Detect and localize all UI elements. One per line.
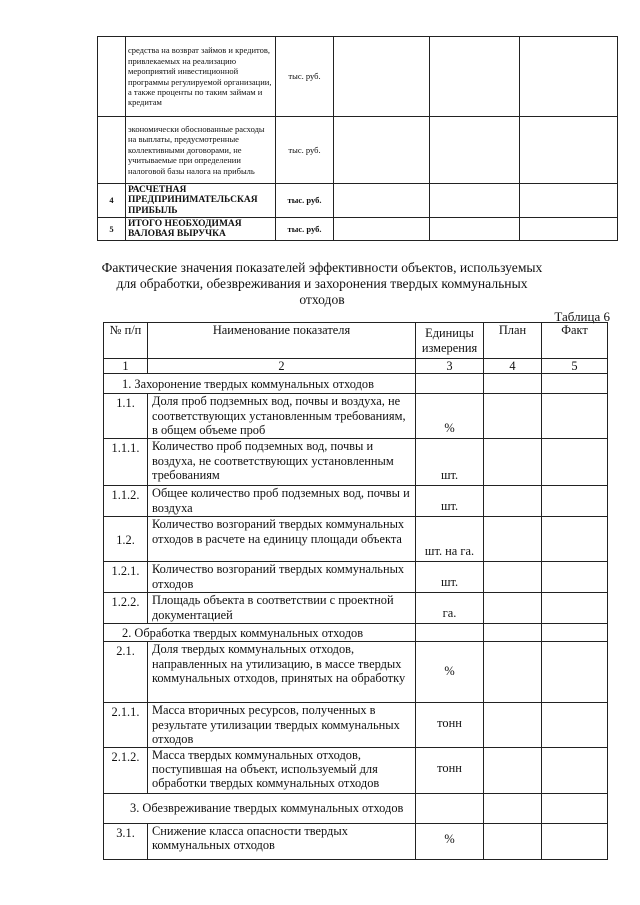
- empty-cell: [484, 793, 542, 823]
- row-unit: га.: [416, 593, 484, 624]
- row-name: Количество возгораний твердых коммунальных отходов: [148, 562, 416, 593]
- row-name: Снижение класса опасности твердых коммунальных отходов: [148, 823, 416, 859]
- col-number: 1: [104, 359, 148, 374]
- header-name: Наименование показателя: [148, 323, 416, 359]
- section-row: [104, 793, 608, 823]
- plan-cell: [484, 593, 542, 624]
- indicators-table: [103, 322, 608, 860]
- fact-cell: [542, 517, 608, 562]
- table-row: [104, 747, 608, 793]
- section-row: [104, 374, 608, 394]
- header-unit: Единицы измерения: [416, 323, 484, 359]
- table-row: [104, 703, 608, 747]
- table-row: [104, 593, 608, 624]
- empty-cell: [484, 624, 542, 642]
- plan-cell: [484, 394, 542, 439]
- section-heading: Фактические значения показателей эффективности объектов, используемых для обработки, обезвреживания и захоронения твердых коммунальных отходов: [101, 260, 543, 307]
- fact-cell: [542, 394, 608, 439]
- section-title: 1. Захоронение твердых коммунальных отходов: [104, 374, 416, 394]
- row-number: [98, 117, 126, 184]
- col-number: 3: [416, 359, 484, 374]
- plan-cell: [484, 642, 542, 703]
- row-number: 1.2.: [104, 517, 148, 562]
- header-row: [104, 323, 608, 359]
- row-unit: шт.: [416, 439, 484, 486]
- row-unit: %: [416, 823, 484, 859]
- row-number: 4: [98, 184, 126, 218]
- header-plan: План: [484, 323, 542, 359]
- plan-cell: [484, 562, 542, 593]
- row-name: Количество проб подземных вод, почвы и воздуха, не соответствующих установленным требованиям: [148, 439, 416, 486]
- row-name: Масса твердых коммунальных отходов, поступившая на объект, используемый для обработки твердых коммунальных отходов: [148, 747, 416, 793]
- row-unit: тонн: [416, 703, 484, 747]
- table-row: [104, 642, 608, 703]
- row-unit: %: [416, 642, 484, 703]
- table-row: [98, 184, 618, 218]
- section-title: 3. Обезвреживание твердых коммунальных отходов: [104, 793, 416, 823]
- empty-cell: [520, 37, 618, 117]
- row-unit: шт. на га.: [416, 517, 484, 562]
- row-name: средства на возврат займов и кредитов, привлекаемых на реализацию мероприятий инвестиционной программы регулируемой организации, а также проценты по таким займам и кредитам: [126, 37, 276, 117]
- row-unit: шт.: [416, 486, 484, 517]
- empty-cell: [520, 218, 618, 241]
- row-number: 2.1.: [104, 642, 148, 703]
- row-unit: %: [416, 394, 484, 439]
- row-number: 1.1.: [104, 394, 148, 439]
- empty-cell: [542, 374, 608, 394]
- empty-cell: [542, 793, 608, 823]
- fact-cell: [542, 703, 608, 747]
- table-row: [98, 218, 618, 241]
- section-title: 2. Обработка твердых коммунальных отходов: [104, 624, 416, 642]
- empty-cell: [430, 218, 520, 241]
- fact-cell: [542, 593, 608, 624]
- row-number: [98, 37, 126, 117]
- plan-cell: [484, 439, 542, 486]
- row-number: 1.2.2.: [104, 593, 148, 624]
- continuation-table: [97, 36, 618, 241]
- fact-cell: [542, 562, 608, 593]
- row-unit: тонн: [416, 747, 484, 793]
- row-unit: тыс. руб.: [276, 184, 334, 218]
- row-name: Площадь объекта в соответствии с проектной документацией: [148, 593, 416, 624]
- plan-cell: [484, 517, 542, 562]
- empty-cell: [520, 117, 618, 184]
- fact-cell: [542, 747, 608, 793]
- row-number: 2.1.2.: [104, 747, 148, 793]
- empty-cell: [542, 624, 608, 642]
- table-row: [104, 394, 608, 439]
- table-row: [98, 117, 618, 184]
- empty-cell: [520, 184, 618, 218]
- row-name: ИТОГО НЕОБХОДИМАЯ ВАЛОВАЯ ВЫРУЧКА: [126, 218, 276, 241]
- table-row: [104, 486, 608, 517]
- empty-cell: [430, 117, 520, 184]
- table-label: Таблица 6: [554, 309, 610, 324]
- empty-cell: [334, 37, 430, 117]
- row-unit: тыс. руб.: [276, 117, 334, 184]
- row-number: 1.1.2.: [104, 486, 148, 517]
- row-number: 1.1.1.: [104, 439, 148, 486]
- section-row: [104, 624, 608, 642]
- fact-cell: [542, 439, 608, 486]
- plan-cell: [484, 703, 542, 747]
- row-number: 1.2.1.: [104, 562, 148, 593]
- col-number: 4: [484, 359, 542, 374]
- row-name: Количество возгораний твердых коммунальных отходов в расчете на единицу площади объекта: [148, 517, 416, 562]
- table-row: [104, 439, 608, 486]
- row-name: экономически обоснованные расходы на выплаты, предусмотренные коллективными договорами, не учитываемые при определении налоговой базы налога на прибыль: [126, 117, 276, 184]
- table-row: [98, 37, 618, 117]
- row-name: Доля твердых коммунальных отходов, направленных на утилизацию, в массе твердых коммунальных отходов, принятых на обработку: [148, 642, 416, 703]
- plan-cell: [484, 823, 542, 859]
- row-number: 5: [98, 218, 126, 241]
- table-row: [104, 517, 608, 562]
- empty-cell: [334, 184, 430, 218]
- row-number: 3.1.: [104, 823, 148, 859]
- col-number: 2: [148, 359, 416, 374]
- row-name: Масса вторичных ресурсов, полученных в результате утилизации твердых коммунальных отходов: [148, 703, 416, 747]
- row-unit: тыс. руб.: [276, 218, 334, 241]
- row-unit: шт.: [416, 562, 484, 593]
- empty-cell: [416, 793, 484, 823]
- plan-cell: [484, 486, 542, 517]
- empty-cell: [430, 184, 520, 218]
- table-row: [104, 823, 608, 859]
- column-number-row: [104, 359, 608, 374]
- empty-cell: [334, 218, 430, 241]
- empty-cell: [416, 624, 484, 642]
- fact-cell: [542, 642, 608, 703]
- empty-cell: [430, 37, 520, 117]
- header-num: № п/п: [104, 323, 148, 359]
- row-name: РАСЧЕТНАЯ ПРЕДПРИНИМАТЕЛЬСКАЯ ПРИБЫЛЬ: [126, 184, 276, 218]
- fact-cell: [542, 823, 608, 859]
- header-fact: Факт: [542, 323, 608, 359]
- fact-cell: [542, 486, 608, 517]
- plan-cell: [484, 747, 542, 793]
- table-row: [104, 562, 608, 593]
- empty-cell: [416, 374, 484, 394]
- empty-cell: [334, 117, 430, 184]
- row-unit: тыс. руб.: [276, 37, 334, 117]
- empty-cell: [484, 374, 542, 394]
- row-number: 2.1.1.: [104, 703, 148, 747]
- col-number: 5: [542, 359, 608, 374]
- row-name: Доля проб подземных вод, почвы и воздуха, не соответствующих установленным требованиям, в общем объеме проб: [148, 394, 416, 439]
- row-name: Общее количество проб подземных вод, почвы и воздуха: [148, 486, 416, 517]
